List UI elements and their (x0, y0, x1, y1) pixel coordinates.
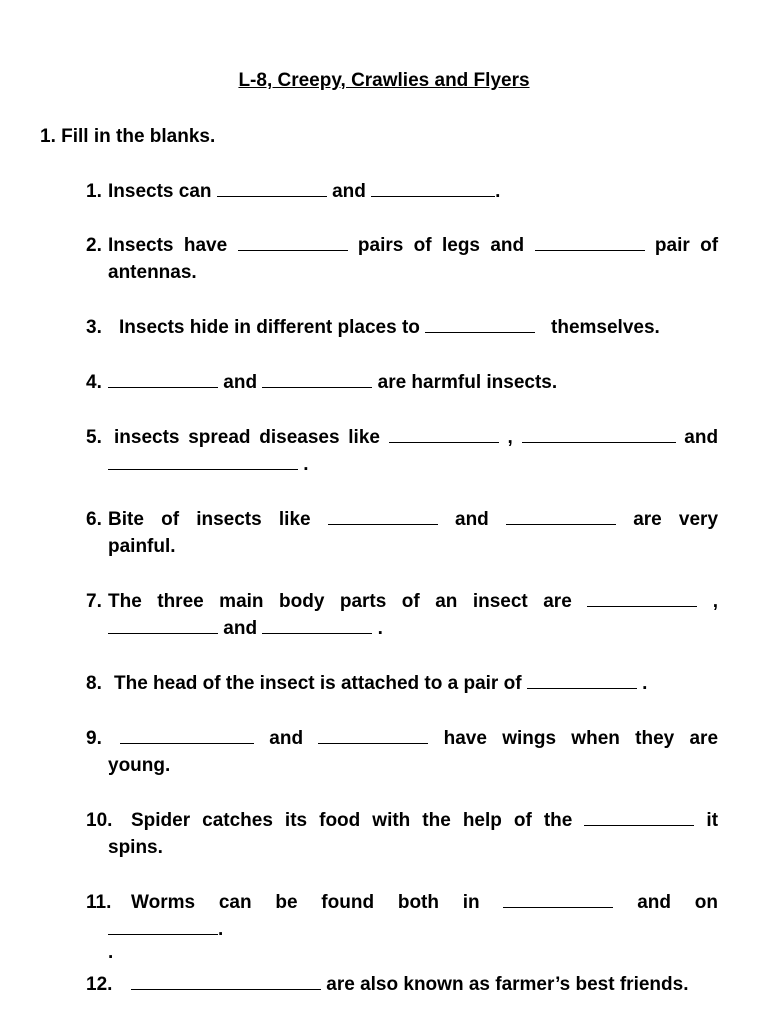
question-9 (86, 725, 718, 779)
question-5 (86, 424, 718, 478)
question-text: . (642, 673, 648, 694)
question-text: . (108, 942, 114, 963)
question-text: and (684, 427, 719, 448)
question-number: 7. (86, 591, 102, 612)
question-text: The head of the insect is attached to a pair of (114, 673, 522, 694)
answer-blank[interactable] (108, 452, 298, 470)
question-number: 6. (86, 509, 102, 530)
answer-blank[interactable] (262, 370, 372, 388)
question-text: . (377, 618, 383, 639)
question-text: , (712, 591, 719, 612)
answer-blank[interactable] (262, 616, 372, 634)
question-text: Insects can (108, 181, 212, 202)
question-text: and (223, 618, 258, 639)
question-text: pair of (654, 235, 719, 256)
question-text: . (495, 181, 501, 202)
answer-blank[interactable] (217, 179, 327, 197)
answer-blank[interactable] (425, 315, 535, 333)
question-text: are harmful insects. (377, 372, 558, 393)
answer-blank[interactable] (503, 890, 613, 908)
answer-blank[interactable] (120, 726, 254, 744)
question-text: , (507, 427, 513, 448)
question-number: 11. (86, 892, 112, 913)
question-text: . (303, 454, 309, 475)
worksheet-title: L-8, Creepy, Crawlies and Flyers (238, 70, 530, 91)
answer-blank[interactable] (108, 616, 218, 634)
question-text: have wings when they are (443, 728, 719, 749)
answer-blank[interactable] (527, 671, 637, 689)
question-number: 9. (86, 728, 102, 749)
question-text: and on (637, 892, 718, 913)
question-text: and (332, 181, 366, 202)
question-number: 12. (86, 974, 113, 995)
section-heading: 1. Fill in the blanks. (40, 126, 216, 147)
question-text: it (706, 810, 719, 831)
question-1 (86, 178, 718, 205)
question-10 (86, 807, 718, 861)
question-text: antennas. (108, 262, 197, 283)
answer-blank[interactable] (587, 589, 697, 607)
question-text: are very (633, 509, 719, 530)
question-text: themselves. (551, 317, 660, 338)
answer-blank[interactable] (584, 808, 694, 826)
question-number: 8. (86, 673, 102, 694)
question-text: young. (108, 755, 171, 776)
question-text: spins. (108, 837, 163, 858)
question-text: and (269, 728, 304, 749)
question-number: 3. (86, 317, 102, 338)
question-4 (86, 369, 718, 396)
question-8 (86, 670, 718, 697)
answer-blank[interactable] (506, 507, 616, 525)
question-number: 1. (86, 181, 102, 202)
question-text: and (455, 509, 489, 530)
question-text: Worms can be found both in (131, 892, 480, 913)
question-12 (86, 971, 718, 998)
question-text: pairs of legs and (357, 235, 525, 256)
question-number: 4. (86, 372, 102, 393)
question-text: . (218, 919, 224, 940)
question-7 (86, 588, 718, 642)
question-6 (86, 506, 718, 560)
question-text: Insects hide in different places to (119, 317, 420, 338)
question-number: 10. (86, 810, 113, 831)
answer-blank[interactable] (131, 972, 321, 990)
question-text: are also known as farmer’s best friends. (326, 974, 689, 995)
question-2 (86, 232, 718, 286)
question-text: Bite of insects like (108, 509, 311, 530)
answer-blank[interactable] (522, 425, 676, 443)
answer-blank[interactable] (238, 233, 348, 251)
question-3 (86, 314, 718, 341)
answer-blank[interactable] (371, 179, 495, 197)
question-text: Insects have (108, 235, 228, 256)
answer-blank[interactable] (328, 507, 438, 525)
question-text: Spider catches its food with the help of the (131, 810, 573, 831)
question-number: 2. (86, 235, 102, 256)
question-text: painful. (108, 536, 176, 557)
question-text: The three main body parts of an insect are (108, 591, 572, 612)
answer-blank[interactable] (535, 233, 645, 251)
answer-blank[interactable] (108, 370, 218, 388)
question-11 (86, 889, 718, 963)
answer-blank[interactable] (318, 726, 428, 744)
question-text: and (223, 372, 258, 393)
question-number: 5. (86, 427, 102, 448)
answer-blank[interactable] (108, 917, 218, 935)
answer-blank[interactable] (389, 425, 499, 443)
question-text: insects spread diseases like (114, 427, 380, 448)
